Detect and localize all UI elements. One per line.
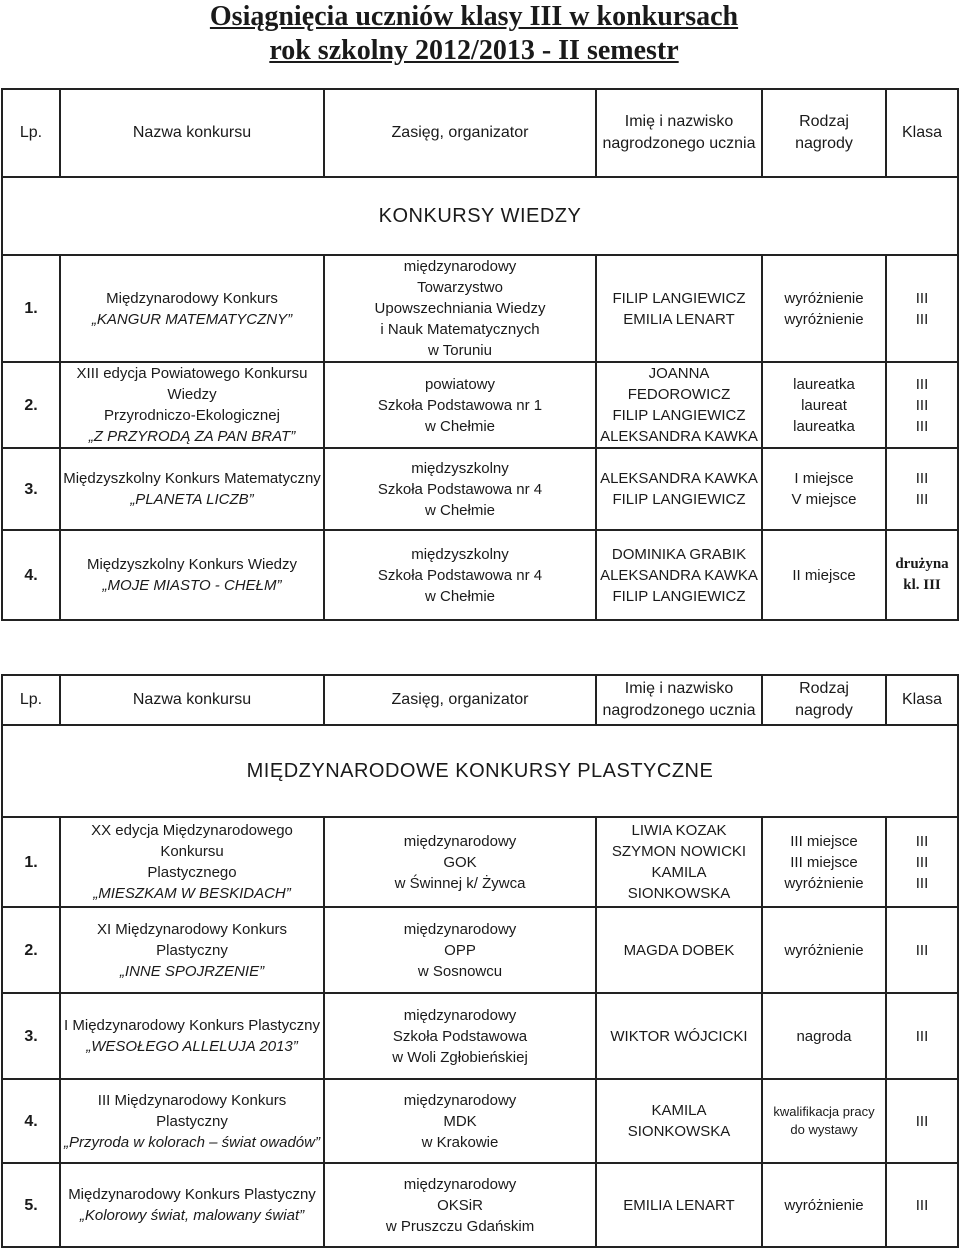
header-klasa: Klasa	[886, 89, 958, 177]
table-row	[2, 530, 958, 620]
row-scope: międzynarodowy MDK w Krakowie	[324, 1079, 596, 1163]
table-row	[2, 448, 958, 530]
row-lp: 1.	[2, 255, 60, 362]
page-subtitle: rok szkolny 2012/2013 - II semestr	[269, 35, 679, 66]
row-lp: 2.	[2, 362, 60, 448]
row-awards: I miejsce V miejsce	[762, 448, 886, 530]
table-row	[2, 1079, 958, 1163]
row-awards: III miejsce III miejsce wyróżnienie	[762, 817, 886, 907]
row-scope: powiatowy Szkoła Podstawowa nr 1 w Chełmie	[324, 362, 596, 448]
row-awards: nagroda	[762, 993, 886, 1079]
table-knowledge-contests	[1, 88, 959, 621]
row-scope: międzyszkolny Szkoła Podstawowa nr 4 w Chełmie	[324, 530, 596, 620]
row-awards: laureatka laureat laureatka	[762, 362, 886, 448]
row-lp: 3.	[2, 993, 60, 1079]
row-students: DOMINIKA GRABIK ALEKSANDRA KAWKA FILIP LANGIEWICZ	[596, 530, 762, 620]
row-awards: wyróżnienie	[762, 907, 886, 993]
row-awards: II miejsce	[762, 530, 886, 620]
row-name: XX edycja Międzynarodowego Konkursu Plastycznego „MIESZKAM W BESKIDACH”	[60, 817, 324, 907]
row-klasa: III III III	[886, 817, 958, 907]
table-header-row	[2, 89, 958, 177]
row-students: KAMILA SIONKOWSKA	[596, 1079, 762, 1163]
row-scope: międzynarodowy OKSiR w Pruszczu Gdańskim	[324, 1163, 596, 1247]
row-name: I Międzynarodowy Konkurs Plastyczny „WESOŁEGO ALLELUJA 2013”	[60, 993, 324, 1079]
row-lp: 4.	[2, 1079, 60, 1163]
row-name: Międzynarodowy Konkurs Plastyczny „Kolorowy świat, malowany świat”	[60, 1163, 324, 1247]
row-lp: 1.	[2, 817, 60, 907]
header-student: Imię i nazwisko nagrodzonego ucznia	[596, 89, 762, 177]
row-awards: wyróżnienie wyróżnienie	[762, 255, 886, 362]
section-title-row	[2, 177, 958, 255]
row-klasa: III	[886, 993, 958, 1079]
row-students: JOANNA FEDOROWICZ FILIP LANGIEWICZ ALEKSANDRA KAWKA	[596, 362, 762, 448]
row-klasa: III	[886, 907, 958, 993]
table-row	[2, 993, 958, 1079]
row-klasa: III III III	[886, 362, 958, 448]
row-klasa: III	[886, 1079, 958, 1163]
row-name: III Międzynarodowy Konkurs Plastyczny „Przyroda w kolorach – świat owadów”	[60, 1079, 324, 1163]
row-klasa: III III	[886, 448, 958, 530]
row-klasa: drużyna kl. III	[886, 530, 958, 620]
row-name: Międzyszkolny Konkurs Matematyczny „PLANETA LICZB”	[60, 448, 324, 530]
row-name: Międzynarodowy Konkurs „KANGUR MATEMATYCZNY”	[60, 255, 324, 362]
row-students: LIWIA KOZAK SZYMON NOWICKI KAMILA SIONKOWSKA	[596, 817, 762, 907]
table-header-row	[2, 675, 958, 725]
header-name: Nazwa konkursu	[60, 89, 324, 177]
header-award: Rodzaj nagrody	[762, 89, 886, 177]
row-students: MAGDA DOBEK	[596, 907, 762, 993]
row-scope: międzynarodowy OPP w Sosnowcu	[324, 907, 596, 993]
row-klasa: III III	[886, 255, 958, 362]
row-name: Międzyszkolny Konkurs Wiedzy „MOJE MIASTO - CHEŁM”	[60, 530, 324, 620]
table-row	[2, 362, 958, 448]
table-row	[2, 817, 958, 907]
page-title: Osiągnięcia uczniów klasy III w konkursach	[209, 1, 739, 32]
row-klasa: III	[886, 1163, 958, 1247]
header-student: Imię i nazwisko nagrodzonego ucznia	[596, 675, 762, 725]
row-students: EMILIA LENART	[596, 1163, 762, 1247]
row-lp: 3.	[2, 448, 60, 530]
section-title: KONKURSY WIEDZY	[2, 177, 958, 255]
header-scope: Zasięg, organizator	[324, 675, 596, 725]
header-klasa: Klasa	[886, 675, 958, 725]
header-lp: Lp.	[2, 675, 60, 725]
row-scope: międzynarodowy Towarzystwo Upowszechniania Wiedzy i Nauk Matematycznych w Toruniu	[324, 255, 596, 362]
row-lp: 5.	[2, 1163, 60, 1247]
row-awards: kwalifikacja pracy do wystawy	[762, 1079, 886, 1163]
table-row	[2, 255, 958, 362]
row-students: FILIP LANGIEWICZ EMILIA LENART	[596, 255, 762, 362]
header-lp: Lp.	[2, 89, 60, 177]
row-awards: wyróżnienie	[762, 1163, 886, 1247]
section-title: MIĘDZYNARODOWE KONKURSY PLASTYCZNE	[2, 725, 958, 817]
row-scope: międzynarodowy Szkoła Podstawowa w Woli Zgłobieńskiej	[324, 993, 596, 1079]
table-row	[2, 1163, 958, 1247]
header-award: Rodzaj nagrody	[762, 675, 886, 725]
row-students: ALEKSANDRA KAWKA FILIP LANGIEWICZ	[596, 448, 762, 530]
row-name: XI Międzynarodowy Konkurs Plastyczny „INNE SPOJRZENIE”	[60, 907, 324, 993]
row-name: XIII edycja Powiatowego Konkursu Wiedzy Przyrodniczo-Ekologicznej „Z PRZYRODĄ ZA PAN BRAT”	[60, 362, 324, 448]
section-title-row	[2, 725, 958, 817]
row-scope: międzynarodowy GOK w Świnnej k/ Żywca	[324, 817, 596, 907]
header-scope: Zasięg, organizator	[324, 89, 596, 177]
row-lp: 4.	[2, 530, 60, 620]
row-students: WIKTOR WÓJCICKI	[596, 993, 762, 1079]
table-row	[2, 907, 958, 993]
header-name: Nazwa konkursu	[60, 675, 324, 725]
row-lp: 2.	[2, 907, 60, 993]
table-art-contests	[1, 674, 959, 1248]
row-scope: międzyszkolny Szkoła Podstawowa nr 4 w Chełmie	[324, 448, 596, 530]
